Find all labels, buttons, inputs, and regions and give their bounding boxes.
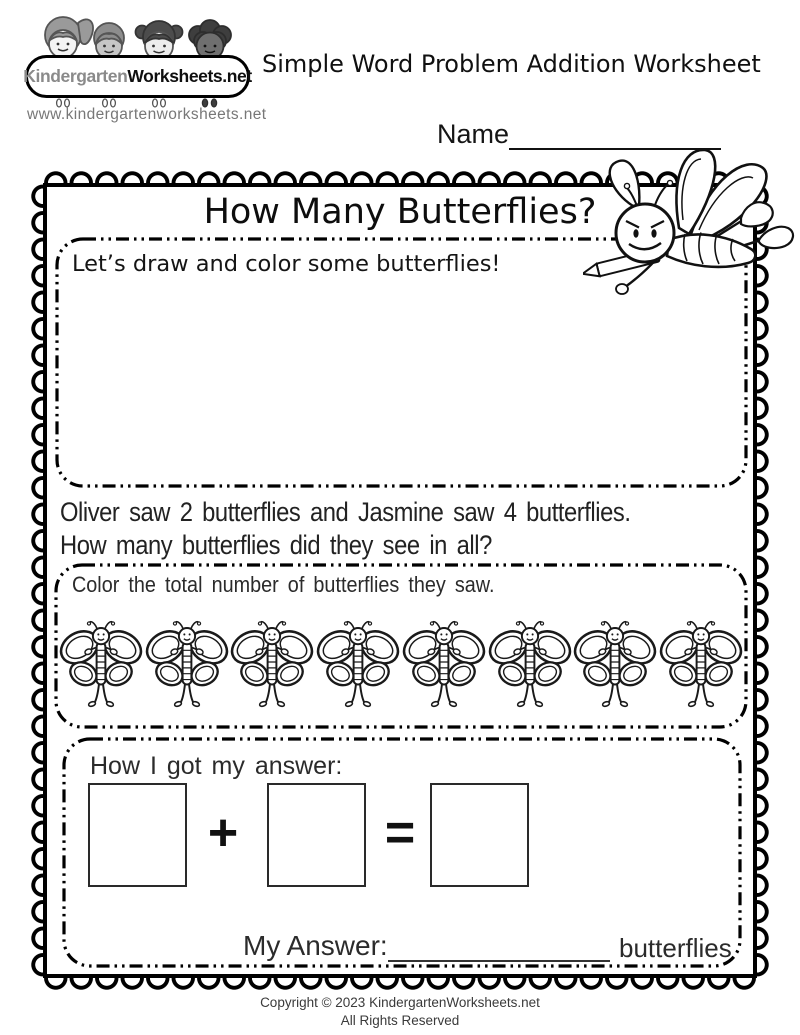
addend2-box[interactable] <box>267 783 366 887</box>
butterfly-fairy-illustration <box>583 140 798 318</box>
draw-prompt: Let’s draw and color some butterflies! <box>72 251 501 277</box>
addend1-box[interactable] <box>88 783 187 887</box>
page-title: Simple Word Problem Addition Worksheet <box>262 50 761 78</box>
answer-area <box>62 737 742 968</box>
plus-sign: + <box>207 804 239 862</box>
name-label: Name <box>437 119 510 149</box>
work-label: How I got my answer: <box>90 752 343 780</box>
copyright-line: Copyright © 2023 KindergartenWorksheets.net <box>260 995 540 1010</box>
logo-text-gray: Kindergarten <box>23 66 128 86</box>
word-problem-line1: Oliver saw 2 butterflies and Jasmine saw 4 butterflies. <box>60 497 631 527</box>
butterfly-fairy-icon <box>583 140 798 318</box>
sum-box[interactable] <box>430 783 529 887</box>
my-answer-blank[interactable] <box>388 930 610 962</box>
color-prompt: Color the total number of butterflies they saw. <box>72 572 495 597</box>
my-answer-label: My Answer: <box>243 930 388 961</box>
word-problem <box>60 496 800 562</box>
butterfly-icon[interactable] <box>488 610 572 714</box>
butterfly-icon[interactable] <box>402 610 486 714</box>
scallop-border-bottom <box>43 978 757 992</box>
rights-line: All Rights Reserved <box>340 1013 460 1028</box>
website-url: www.kindergartenworksheets.net <box>27 106 267 123</box>
color-area <box>54 563 748 729</box>
butterfly-icon[interactable] <box>145 610 229 714</box>
butterfly-icon[interactable] <box>230 610 314 714</box>
butterfly-icon[interactable] <box>573 610 657 714</box>
logo-text-black: Worksheets.net <box>127 66 252 86</box>
butterfly-icon[interactable] <box>59 610 143 714</box>
scallop-border-left <box>29 183 43 978</box>
butterfly-icon[interactable] <box>316 610 400 714</box>
butterfly-icon[interactable] <box>659 610 743 714</box>
site-logo <box>25 8 255 112</box>
my-answer-unit: butterflies <box>619 933 732 963</box>
equals-sign: = <box>384 804 416 862</box>
logo-banner <box>25 55 250 98</box>
butterflies-row <box>59 610 743 714</box>
word-problem-line2: How many butterflies did they see in all? <box>60 530 492 560</box>
worksheet-heading: How Many Butterflies? <box>203 192 597 232</box>
